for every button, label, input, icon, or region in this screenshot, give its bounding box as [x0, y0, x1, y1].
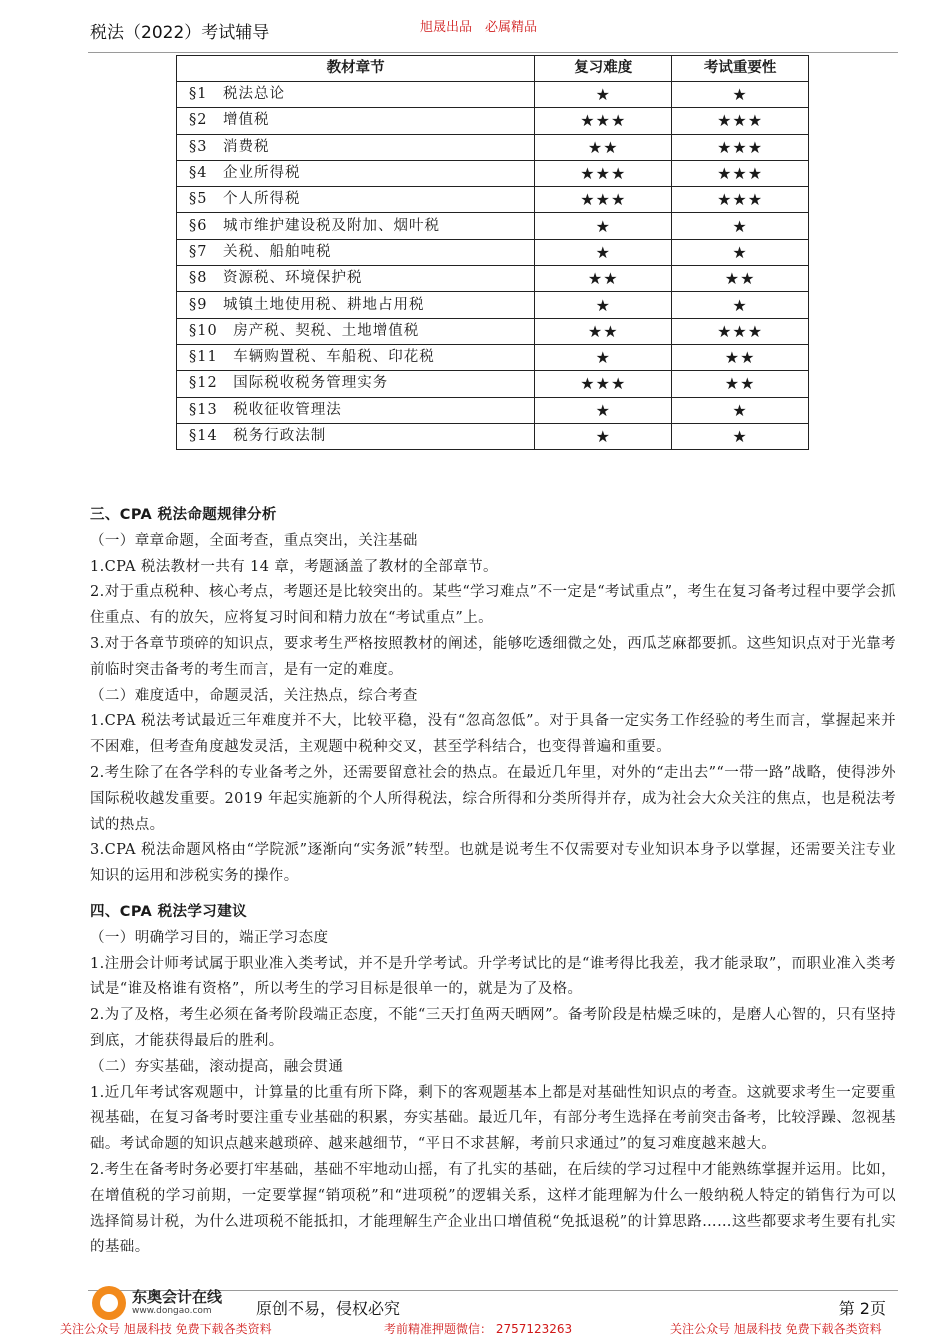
- chapter-cell: §9 城镇土地使用税、耕地占用税: [177, 292, 535, 318]
- table-row: [177, 318, 809, 344]
- dongao-logo: [92, 1286, 242, 1322]
- section-3-subheading-1: （一）章章命题，全面考查，重点突出，关注基础: [90, 532, 418, 549]
- logo-mark-icon: [92, 1286, 126, 1320]
- difficulty-cell: ★: [535, 344, 672, 370]
- table-row: [177, 292, 809, 318]
- header-importance: 考试重要性: [672, 56, 809, 82]
- table-row: [177, 134, 809, 160]
- chapter-cell: §8 资源税、环境保护税: [177, 266, 535, 292]
- logo-name: 东奥会计在线: [132, 1288, 223, 1306]
- importance-cell: ★★: [672, 266, 809, 292]
- importance-cell: ★: [672, 213, 809, 239]
- chapter-cell: §6 城市维护建设税及附加、烟叶税: [177, 213, 535, 239]
- table-row: [177, 423, 809, 449]
- document-header-title: 税法（2022）考试辅导: [90, 23, 270, 43]
- section-4: [90, 900, 896, 1261]
- header-chapter: 教材章节: [177, 56, 535, 82]
- paragraph: 1.CPA 税法考试最近三年难度并不大，比较平稳，没有“忽高忽低”。对于具备一定实务工作经验的考生而言，掌握起来并不困难，但考查角度越发灵活，主观题中税种交叉，甚至学科结合，也变得普遍和重要。: [90, 713, 896, 756]
- paragraph: 2.考生在备考时务必要打牢基础，基础不牢地动山摇，有了扎实的基础，在后续的学习过程中才能熟练掌握并运用。比如，在增值税的学习前期，一定要掌握“销项税”和“进项税”的逻辑关系，这样才能理解为什么一般纳税人特定的销售行为可以选择简易计税，为什么进项税不能抵扣，才能理解生产企业出口增值税“免抵退税”的计算思路……这些都要求考生要有扎实的基础。: [90, 1161, 896, 1256]
- importance-cell: ★: [672, 82, 809, 108]
- table-header-row: [177, 56, 809, 82]
- table-row: [177, 187, 809, 213]
- difficulty-cell: ★★★: [535, 371, 672, 397]
- table-row: [177, 397, 809, 423]
- footer-banner-left: 关注公众号 旭晟科技 免费下载各类资料: [60, 1322, 272, 1336]
- table-row: [177, 344, 809, 370]
- difficulty-cell: ★★: [535, 266, 672, 292]
- chapter-cell: §10 房产税、契税、土地增值税: [177, 318, 535, 344]
- paragraph: 2.对于重点税种、核心考点，考题还是比较突出的。某些“学习难点”不一定是“考试重点”，考生在复习备考过程中要学会抓住重点、有的放矢，应将复习时间和精力放在“考试重点”上。: [90, 584, 896, 627]
- chapter-cell: §13 税收征收管理法: [177, 397, 535, 423]
- table-row: [177, 160, 809, 186]
- importance-cell: ★★: [672, 371, 809, 397]
- chapter-cell: §11 车辆购置税、车船税、印花税: [177, 344, 535, 370]
- chapter-cell: §7 关税、船舶吨税: [177, 239, 535, 265]
- difficulty-cell: ★★★: [535, 108, 672, 134]
- section-4-heading: 四、CPA 税法学习建议: [90, 904, 248, 920]
- header-brand-tagline: 旭晟出品 必属精品: [420, 20, 538, 35]
- importance-cell: ★★★: [672, 134, 809, 160]
- chapter-table-body: [177, 82, 809, 450]
- paragraph: 1.CPA 税法教材一共有 14 章，考题涵盖了教材的全部章节。: [90, 558, 498, 575]
- chapter-table: [176, 55, 809, 450]
- difficulty-cell: ★: [535, 239, 672, 265]
- table-row: [177, 239, 809, 265]
- section-4-subheading-2: （二）夯实基础，滚动提高，融会贯通: [90, 1058, 344, 1075]
- importance-cell: ★★: [672, 344, 809, 370]
- paragraph: 2.为了及格，考生必须在备考阶段端正态度，不能“三天打鱼两天晒网”。备考阶段是枯燥乏味的，是磨人心智的，只有坚持到底，才能获得最后的胜利。: [90, 1007, 896, 1049]
- footer-banner-right: 关注公众号 旭晟科技 免费下载各类资料: [670, 1322, 882, 1336]
- section-3: [90, 503, 896, 890]
- difficulty-cell: ★★★: [535, 187, 672, 213]
- logo-url: www.dongao.com: [132, 1306, 212, 1316]
- section-3-subheading-2: （二）难度适中，命题灵活，关注热点，综合考查: [90, 687, 418, 704]
- table-row: [177, 371, 809, 397]
- importance-cell: ★: [672, 292, 809, 318]
- table-row: [177, 82, 809, 108]
- header-divider: [88, 52, 898, 53]
- importance-cell: ★: [672, 239, 809, 265]
- importance-cell: ★★★: [672, 160, 809, 186]
- importance-cell: ★: [672, 397, 809, 423]
- difficulty-cell: ★: [535, 82, 672, 108]
- paragraph: 3.CPA 税法命题风格由“学院派”逐渐向“实务派”转型。也就是说考生不仅需要对专业知识本身予以掌握，还需要关注专业知识的运用和涉税实务的操作。: [90, 842, 896, 885]
- chapter-cell: §2 增值税: [177, 108, 535, 134]
- importance-cell: ★: [672, 423, 809, 449]
- footer-slogan: 原创不易，侵权必究: [256, 1299, 401, 1318]
- difficulty-cell: ★★★: [535, 160, 672, 186]
- difficulty-cell: ★: [535, 397, 672, 423]
- chapter-cell: §4 企业所得税: [177, 160, 535, 186]
- difficulty-cell: ★: [535, 423, 672, 449]
- paragraph: 2.考生除了在各学科的专业备考之外，还需要留意社会的热点。在最近几年里，对外的“走出去”“一带一路”战略，使得涉外国际税收越发重要。2019 年起实施新的个人所得税法，综合所得和分类所得并存，成为社会大众关注的焦点，也是税法考试的热点。: [90, 764, 896, 833]
- section-3-heading: 三、CPA 税法命题规律分析: [90, 507, 277, 523]
- paragraph: 1.近几年考试客观题中，计算量的比重有所下降，剩下的客观题基本上都是对基础性知识点的考查。这就要求考生一定要重视基础，在复习备考时要注重专业基础的积累，夯实基础。最近几年，有部分考生选择在考前突击备考，比较浮躁、忽视基础。考试命题的知识点越来越琐碎、越来越细节，“平日不求甚解，考前只求通过”的复习难度越来越大。: [90, 1084, 896, 1153]
- section-4-subheading-1: （一）明确学习目的，端正学习态度: [90, 929, 329, 946]
- importance-cell: ★★★: [672, 108, 809, 134]
- chapter-cell: §14 税务行政法制: [177, 423, 535, 449]
- footer-banner-center: 考前精准押题微信： 2757123263: [384, 1322, 573, 1336]
- difficulty-cell: ★★: [535, 318, 672, 344]
- paragraph: 3.对于各章节琐碎的知识点，要求考生严格按照教材的阐述，能够吃透细微之处，西瓜芝麻都要抓。这些知识点对于光靠考前临时突击备考的考生而言，是有一定的难度。: [90, 635, 896, 678]
- importance-cell: ★★★: [672, 187, 809, 213]
- chapter-cell: §5 个人所得税: [177, 187, 535, 213]
- difficulty-cell: ★: [535, 292, 672, 318]
- table-row: [177, 266, 809, 292]
- header-difficulty: 复习难度: [535, 56, 672, 82]
- table-row: [177, 213, 809, 239]
- table-row: [177, 108, 809, 134]
- chapter-cell: §12 国际税收税务管理实务: [177, 371, 535, 397]
- importance-cell: ★★★: [672, 318, 809, 344]
- paragraph: 1.注册会计师考试属于职业准入类考试，并不是升学考试。升学考试比的是“谁考得比我差，我才能录取”，而职业准入类考试是“谁及格谁有资格”，所以考生的学习目标是很单一的，就是为了及格。: [90, 955, 896, 998]
- difficulty-cell: ★: [535, 213, 672, 239]
- difficulty-cell: ★★: [535, 134, 672, 160]
- page-number: 第 2页: [838, 1299, 886, 1318]
- chapter-cell: §3 消费税: [177, 134, 535, 160]
- chapter-cell: §1 税法总论: [177, 82, 535, 108]
